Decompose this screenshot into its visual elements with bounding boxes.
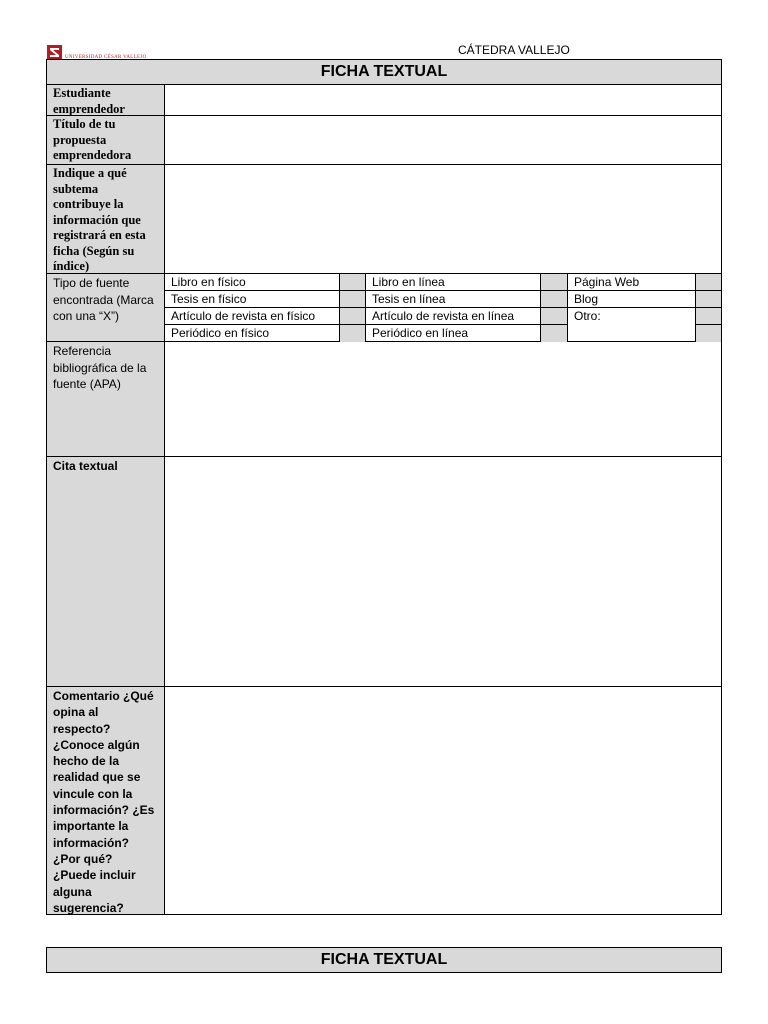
row-proposal-title bbox=[47, 116, 721, 165]
option-articulo-linea: Artículo de revista en línea bbox=[366, 308, 540, 325]
option-otro[interactable]: Otro: bbox=[574, 309, 601, 323]
quote-field[interactable] bbox=[165, 457, 721, 686]
checkbox-otro-extra[interactable] bbox=[695, 325, 721, 342]
footer-form-title: FICHA TEXTUAL bbox=[46, 947, 722, 973]
label-source-type: Tipo de fuente encontrada (Marca con una “X”) bbox=[47, 274, 165, 341]
logo-text: UNIVERSIDAD CÉSAR VALLEJO bbox=[65, 55, 147, 60]
subtopic-field[interactable] bbox=[165, 165, 721, 273]
row-reference bbox=[47, 342, 721, 457]
label-comment: Comentario ¿Qué opina al respecto? ¿Conoce algún hecho de la realidad que se vincule con la información? ¿Es importante la información? ¿Por qué? ¿Puede incluir alguna sugerencia? bbox=[47, 687, 165, 914]
row-source-type bbox=[47, 274, 721, 342]
row-quote bbox=[47, 457, 721, 687]
checkbox-libro-linea[interactable] bbox=[540, 274, 568, 291]
option-pagina-web: Página Web bbox=[568, 274, 695, 291]
row-comment bbox=[47, 687, 721, 914]
checkbox-periodico-linea[interactable] bbox=[540, 325, 568, 342]
checkbox-otro[interactable] bbox=[695, 308, 721, 325]
source-type-grid bbox=[165, 274, 721, 341]
checkbox-tesis-linea[interactable] bbox=[540, 291, 568, 308]
label-student: Estudiante emprendedor bbox=[47, 85, 165, 115]
option-libro-linea: Libro en línea bbox=[366, 274, 540, 291]
checkbox-articulo-fisico[interactable] bbox=[339, 308, 366, 325]
checkbox-articulo-linea[interactable] bbox=[540, 308, 568, 325]
row-subtopic bbox=[47, 165, 721, 274]
option-tesis-fisico: Tesis en físico bbox=[165, 291, 339, 308]
checkbox-blog[interactable] bbox=[695, 291, 721, 308]
label-proposal-title: Título de tu propuesta emprendedora bbox=[47, 116, 165, 164]
university-crest-icon bbox=[47, 45, 62, 60]
label-quote: Cita textual bbox=[47, 457, 165, 686]
header-catedra: CÁTEDRA VALLEJO bbox=[458, 43, 570, 57]
form-title: FICHA TEXTUAL bbox=[47, 60, 721, 85]
label-reference: Referencia bibliográfica de la fuente (APA) bbox=[47, 342, 165, 456]
label-subtopic: Indique a qué subtema contribuye la información que registrará en esta ficha (Según su índice) bbox=[47, 165, 165, 273]
comment-field[interactable] bbox=[165, 687, 721, 914]
proposal-title-field[interactable] bbox=[165, 116, 721, 164]
checkbox-libro-fisico[interactable] bbox=[339, 274, 366, 291]
student-field[interactable] bbox=[165, 85, 721, 115]
checkbox-tesis-fisico[interactable] bbox=[339, 291, 366, 308]
option-tesis-linea: Tesis en línea bbox=[366, 291, 540, 308]
option-libro-fisico: Libro en físico bbox=[165, 274, 339, 291]
reference-field[interactable] bbox=[165, 342, 721, 456]
option-periodico-fisico: Periódico en físico bbox=[171, 326, 270, 340]
option-periodico-linea: Periódico en línea bbox=[372, 326, 469, 340]
row-student bbox=[47, 85, 721, 116]
ficha-form bbox=[46, 59, 722, 915]
option-blog: Blog bbox=[568, 291, 695, 308]
checkbox-periodico-fisico[interactable] bbox=[339, 325, 366, 342]
checkbox-pagina-web[interactable] bbox=[695, 274, 721, 291]
option-articulo-fisico: Artículo de revista en físico bbox=[165, 308, 339, 325]
